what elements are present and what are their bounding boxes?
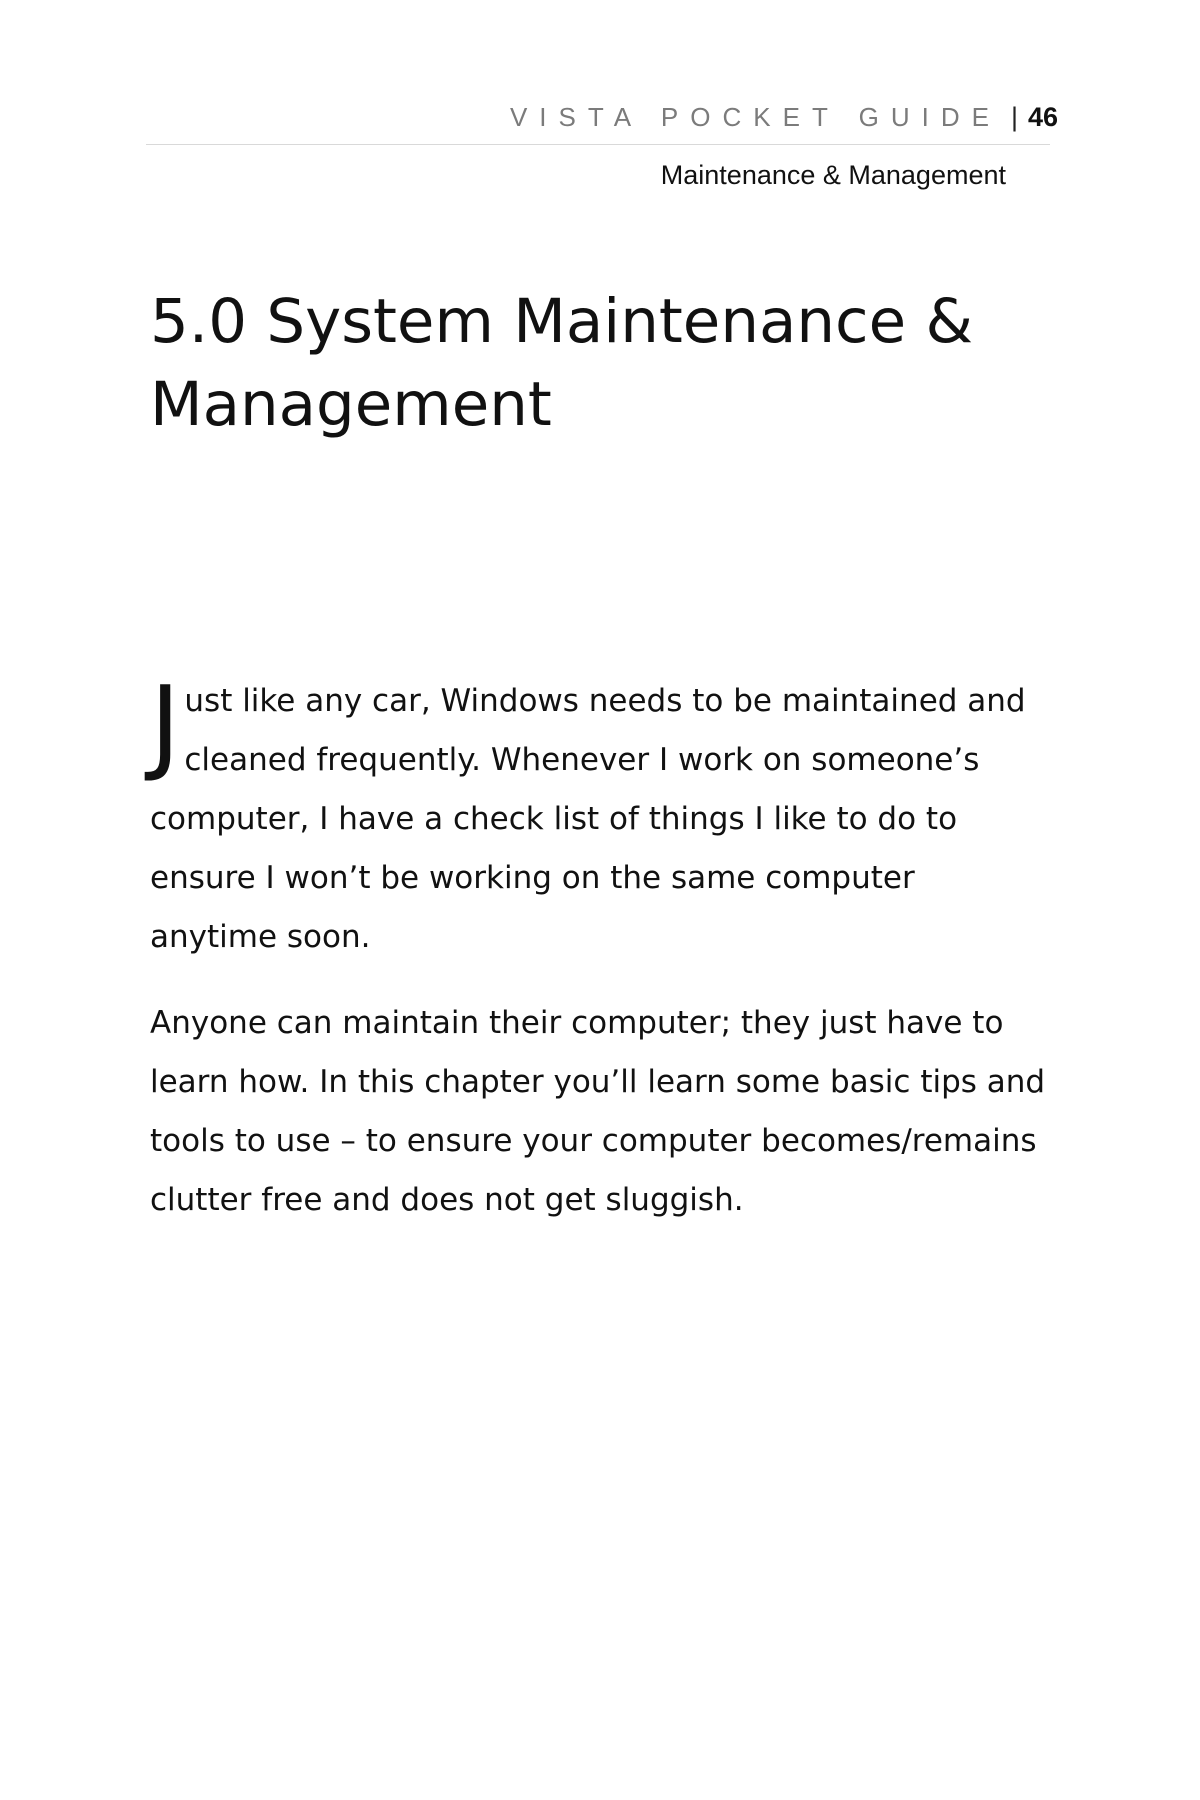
chapter-title: 5.0 System Maintenance & Management (150, 286, 974, 440)
page-number: 46 (1027, 102, 1058, 132)
intro-paragraph (150, 665, 1050, 967)
section-header: Maintenance & Management (660, 160, 1006, 190)
header-rule (146, 144, 1050, 145)
header-separator: | (1010, 102, 1018, 132)
intro-paragraph-text: ust like any car, Windows needs to be maintained and cleaned frequently. Whenever I work on someone’s computer, I have a check list of things I like to do to ensure I won’t be working on the same computer anytime soon. (150, 683, 1026, 955)
running-head (510, 102, 1058, 133)
second-paragraph: Anyone can maintain their computer; they just have to learn how. In this chapter you’ll learn some basic tips and tools to use – to ensure your computer becomes/remains clutter free and does not get sluggish. (150, 1005, 1046, 1218)
book-title: VISTA POCKET GUIDE (509, 102, 1001, 132)
drop-cap: J (150, 665, 181, 785)
